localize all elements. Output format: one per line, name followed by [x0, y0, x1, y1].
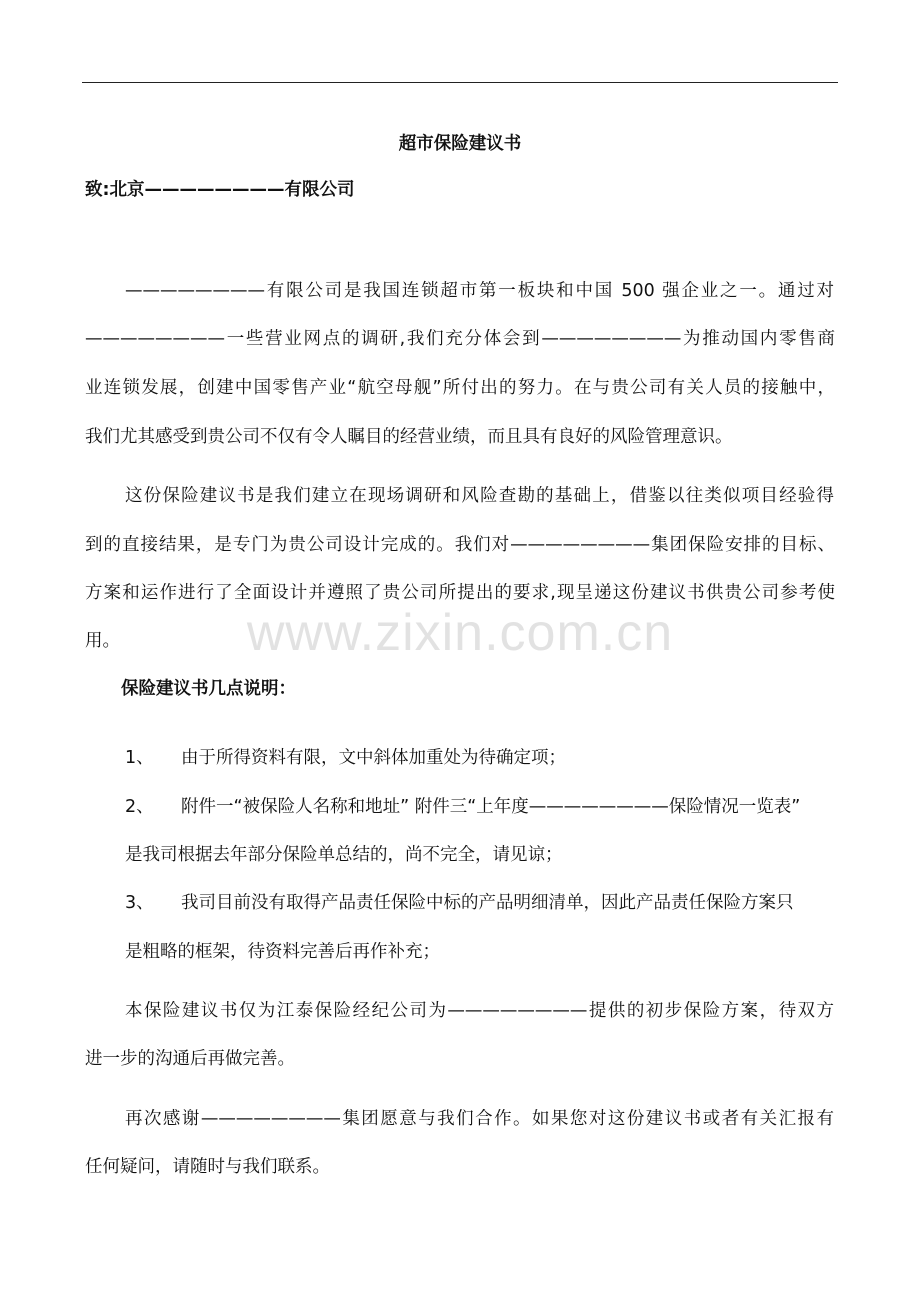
paragraph-4-line-2: 任何疑问，请随时与我们联系。	[85, 1157, 330, 1177]
note-2-continuation: 是我司根据去年部分保险单总结的，尚不完全，请见谅；	[125, 845, 563, 865]
paragraph-2-line-1: 这份保险建议书是我们建立在现场调研和风险查勘的基础上，借鉴以往类似项目经验得	[125, 486, 834, 506]
paragraph-4-line-1: 再次感谢————————集团愿意与我们合作。如果您对这份建议书或者有关汇报有	[125, 1109, 834, 1129]
header-rule	[82, 82, 838, 83]
note-3	[125, 891, 834, 915]
notes-heading: 保险建议书几点说明：	[121, 679, 296, 699]
paragraph-1-line-2: ————————一些营业网点的调研,我们充分体会到————————为推动国内零售商	[85, 329, 835, 349]
note-number: 1、	[125, 748, 154, 768]
paragraph-1-line-1: ————————有限公司是我国连锁超市第一板块和中国 500 强企业之一。通过对	[125, 281, 834, 301]
paragraph-3-line-2: 进一步的沟通后再做完善。	[85, 1049, 295, 1069]
paragraph-2-line-2: 到的直接结果，是专门为贵公司设计完成的。我们对————————集团保险安排的目标、	[85, 535, 835, 555]
watermark: www.zixin.com.cn	[246, 604, 674, 662]
note-text: 我司目前没有取得产品责任保险中标的产品明细清单，因此产品责任保险方案只	[181, 893, 794, 913]
note-number: 3、	[125, 893, 154, 913]
note-2	[125, 795, 834, 819]
note-text: 由于所得资料有限，文中斜体加重处为待确定项；	[181, 748, 566, 768]
note-3-continuation: 是粗略的框架，待资料完善后再作补充；	[125, 942, 440, 962]
paragraph-1-line-4: 我们尤其感受到贵公司不仅有令人瞩目的经营业绩，而且具有良好的风险管理意识。	[85, 427, 733, 447]
note-1	[125, 746, 834, 770]
note-text: 附件一“被保险人名称和地址” 附件三“上年度————————保险情况一览表”	[181, 797, 801, 817]
document-title: 超市保险建议书	[398, 134, 522, 154]
addressee-line: 致:北京————————有限公司	[85, 180, 355, 200]
note-number: 2、	[125, 797, 154, 817]
paragraph-2-line-4: 用。	[85, 631, 120, 651]
paragraph-1-line-3: 业连锁发展，创建中国零售产业“航空母舰”所付出的努力。在与贵公司有关人员的接触中，	[85, 378, 835, 398]
paragraph-2-line-3: 方案和运作进行了全面设计并遵照了贵公司所提出的要求,现呈递这份建议书供贵公司参考使	[85, 583, 835, 603]
paragraph-3-line-1: 本保险建议书仅为江泰保险经纪公司为————————提供的初步保险方案，待双方	[125, 1001, 834, 1021]
